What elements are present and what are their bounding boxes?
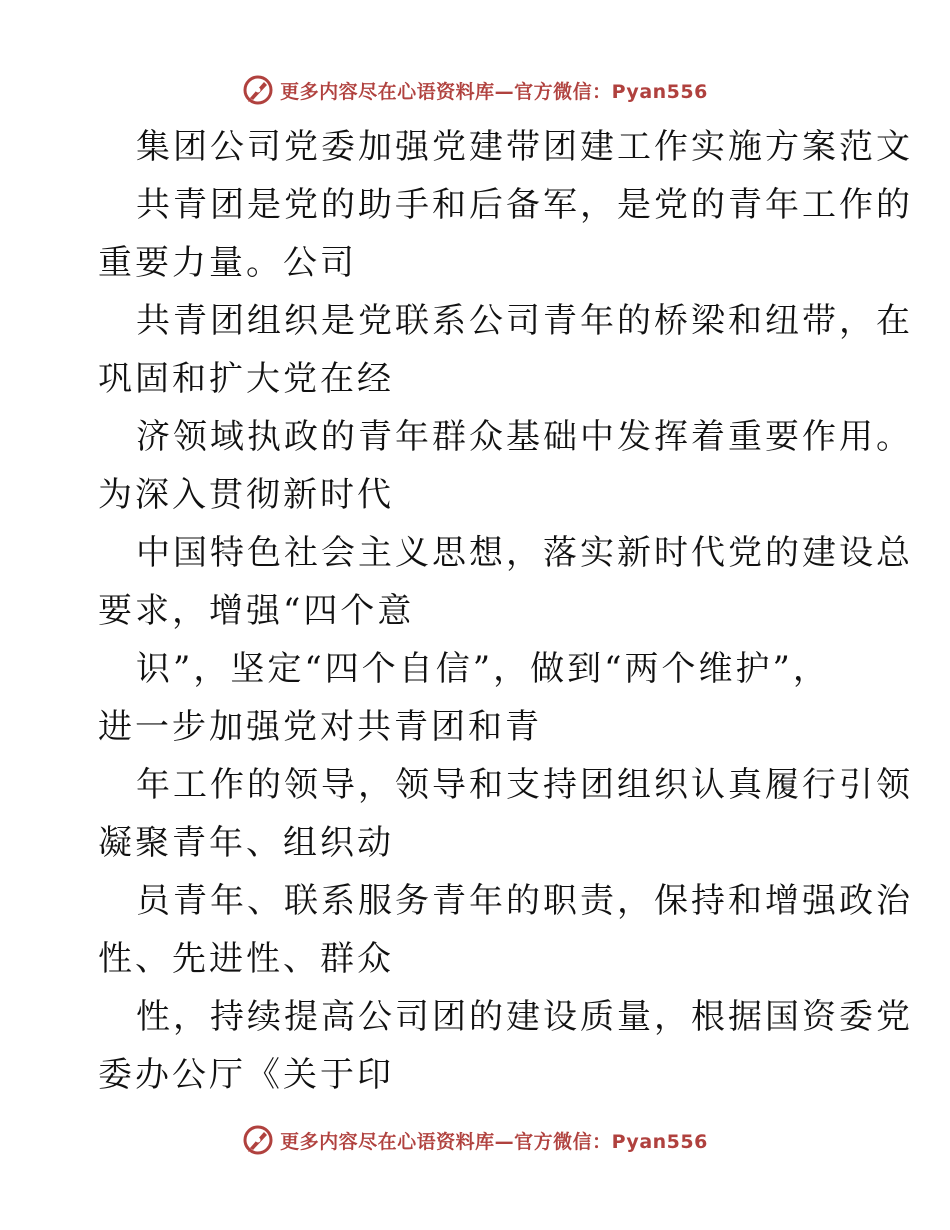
- text-line: 性、先进性、群众: [98, 939, 394, 979]
- text-line: 共青团是党的助手和后备军，是党的青年工作的: [136, 185, 913, 225]
- header-banner-inner: [242, 74, 708, 106]
- header-banner-text: 更多内容尽在心语资料库—官方微信：Pyan556: [280, 80, 708, 103]
- text-line: 巩固和扩大党在经: [98, 359, 394, 399]
- quill-pen-circle-icon: [242, 1124, 274, 1156]
- paragraph-lines: [98, 176, 913, 1104]
- footer-banner: [0, 1120, 950, 1160]
- text-line: 共青团组织是党联系公司青年的桥梁和纽带，在: [136, 301, 913, 341]
- text-line: 中国特色社会主义思想，落实新时代党的建设总: [136, 533, 913, 573]
- header-banner: [0, 70, 950, 110]
- document-body: [98, 118, 913, 1104]
- text-line: 委办公厅《关于印: [98, 1055, 394, 1095]
- footer-banner-text: 更多内容尽在心语资料库—官方微信：Pyan556: [280, 1130, 708, 1153]
- text-line: 年工作的领导，领导和支持团组织认真履行引领: [136, 765, 913, 805]
- text-line: 进一步加强党对共青团和青: [98, 707, 542, 747]
- document-title: 集团公司党委加强党建带团建工作实施方案范文: [136, 127, 913, 167]
- footer-banner-inner: [242, 1124, 708, 1156]
- text-line: 凝聚青年、组织动: [98, 823, 394, 863]
- text-line: 重要力量。公司: [98, 243, 357, 283]
- text-line: 识”，坚定“四个自信”，做到“两个维护”，: [136, 649, 830, 689]
- text-line: 为深入贯彻新时代: [98, 475, 394, 515]
- text-line: 员青年、联系服务青年的职责，保持和增强政治: [136, 881, 913, 921]
- text-line: 要求，增强“四个意: [98, 591, 415, 631]
- quill-pen-circle-icon: [242, 74, 274, 106]
- text-line: 济领域执政的青年群众基础中发挥着重要作用。: [136, 417, 913, 457]
- text-line: 性，持续提高公司团的建设质量，根据国资委党: [136, 997, 913, 1037]
